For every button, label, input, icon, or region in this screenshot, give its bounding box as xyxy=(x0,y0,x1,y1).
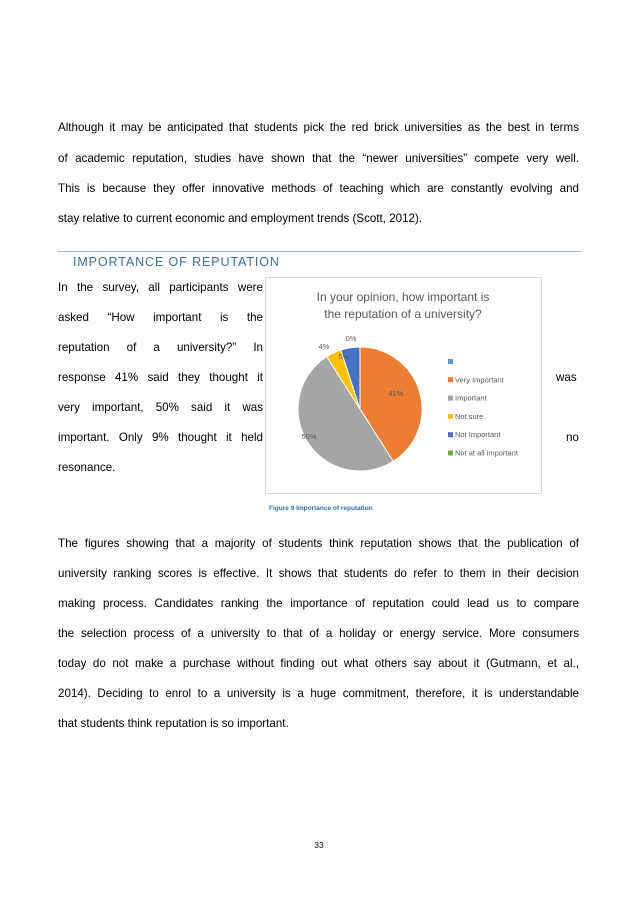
survey-line-end: no xyxy=(566,431,579,444)
pie-data-label: 4% xyxy=(318,342,330,351)
pie-slices xyxy=(298,347,422,471)
legend-label: Very Important xyxy=(455,375,504,385)
conclusion-line: the selection process of a university to that of a holiday or energy service. More consumers xyxy=(58,627,579,640)
conclusion-line: The figures showing that a majority of students think reputation shows that the publication of xyxy=(58,537,579,550)
survey-line-end: was xyxy=(556,371,577,384)
survey-line: In the survey, all participants were xyxy=(58,281,263,294)
legend-swatch xyxy=(448,377,453,382)
intro-line: stay relative to current economic and employment trends (Scott, 2012). xyxy=(58,212,423,225)
pie-data-label: 0% xyxy=(345,334,357,343)
pie-data-label: 5% xyxy=(338,352,350,361)
survey-line: response 41% said they thought it xyxy=(58,371,263,384)
pie-data-label: 50% xyxy=(301,432,317,441)
legend-swatch xyxy=(448,432,453,437)
legend-label: Not Important xyxy=(455,430,501,440)
legend-label: Not at all important xyxy=(455,448,518,458)
heading-rule xyxy=(58,251,581,252)
figure-caption: Figure 9 Importance of reputation xyxy=(269,505,373,512)
chart-title-line: In your opinion, how important is xyxy=(316,290,490,304)
chart-title-line: the reputation of a university? xyxy=(324,307,482,321)
chart-legend xyxy=(448,359,519,458)
conclusion-line: making process. Candidates ranking the importance of reputation could lead us to compare xyxy=(58,597,579,610)
legend-label: Important xyxy=(455,393,487,403)
pie-chart xyxy=(265,277,542,494)
conclusion-line: 2014). Deciding to enrol to a university is a huge commitment, therefore, it is understandable xyxy=(58,687,579,700)
pie-data-label: 41% xyxy=(388,389,404,398)
legend-swatch xyxy=(448,359,453,364)
pie-chart-svg xyxy=(266,278,541,493)
conclusion-line: that students think reputation is so important. xyxy=(58,717,289,730)
survey-line: resonance. xyxy=(58,461,116,474)
legend-swatch xyxy=(448,451,453,456)
survey-line: very important, 50% said it was xyxy=(58,401,263,414)
survey-line: reputation of a university?” In xyxy=(58,341,263,354)
section-heading: IMPORTANCE OF REPUTATION xyxy=(73,255,280,269)
intro-line: of academic reputation, studies have shown that the “newer universities” compete very well. xyxy=(58,152,579,165)
intro-line: Although it may be anticipated that students pick the red brick universities as the best in terms xyxy=(58,121,579,134)
survey-line: important. Only 9% thought it held xyxy=(58,431,263,444)
page-number: 33 xyxy=(314,840,324,850)
legend-swatch xyxy=(448,414,453,419)
survey-line: asked “How important is the xyxy=(58,311,263,324)
conclusion-line: university ranking scores is effective. It shows that students do refer to them in their decision xyxy=(58,567,579,580)
intro-line: This is because they offer innovative methods of teaching which are constantly evolving and xyxy=(58,182,579,195)
conclusion-line: today do not make a purchase without finding out what others say about it (Gutmann, et al., xyxy=(58,657,579,670)
legend-swatch xyxy=(448,396,453,401)
legend-label: Not sure xyxy=(455,411,484,421)
